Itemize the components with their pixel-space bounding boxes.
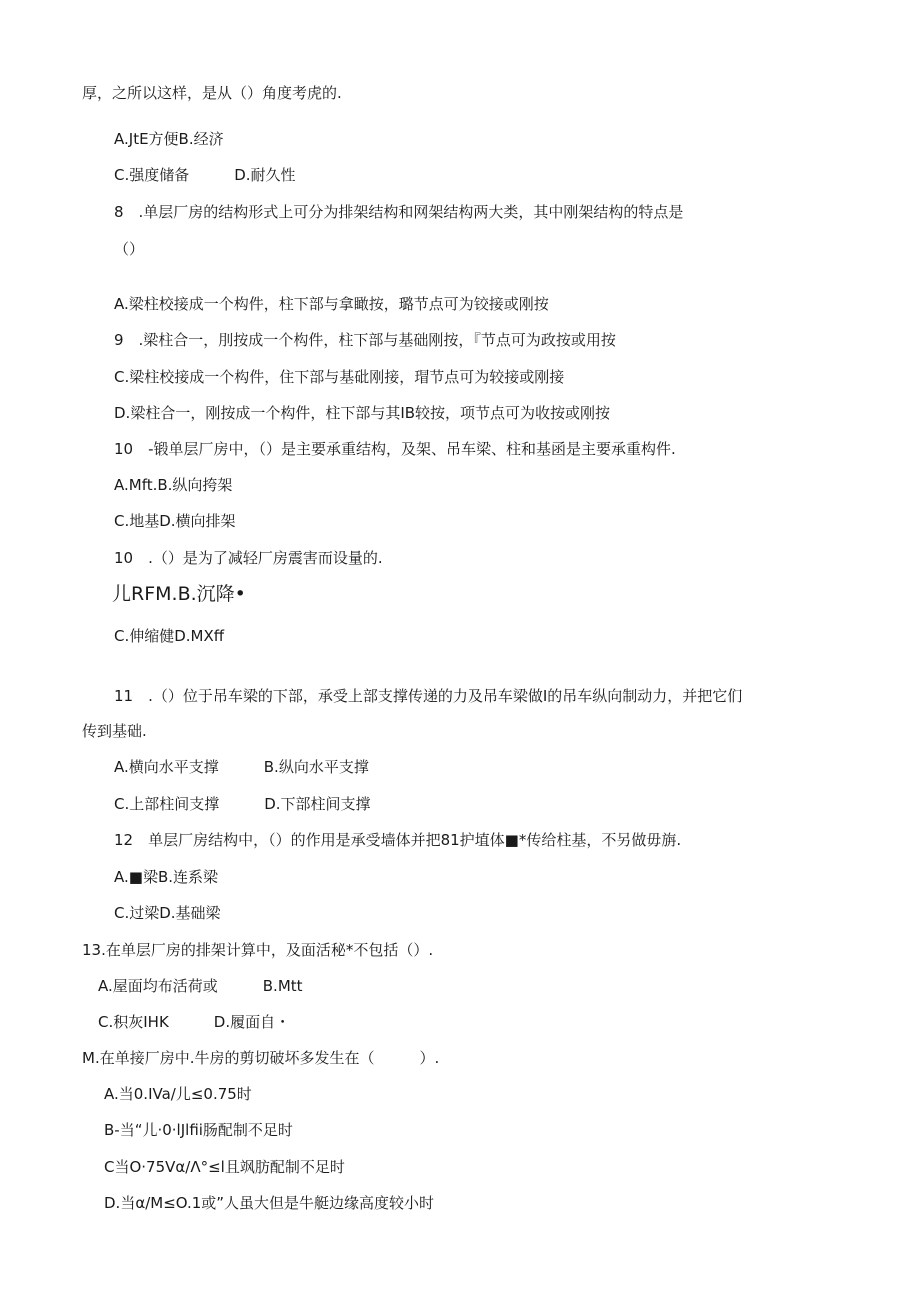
option-line: A.Mft.B.纵向挎架 bbox=[114, 476, 233, 494]
option-line: D.梁柱合一，刚按成一个构件，柱下部与其IB较按，项节点可为收按或刚按 bbox=[114, 404, 611, 422]
option-line: C.上部柱间支撑 D.下部柱间支撑 bbox=[114, 795, 371, 813]
question-10a: 10 -锻单层厂房中，（）是主要承重结构，及架、吊车梁、柱和基函是主要承重构件. bbox=[114, 440, 676, 458]
question-11: 11 .（）位于吊车梁的下部，承受上部支撑传递的力及吊车梁做I的吊车纵向制动力，并把它们 bbox=[114, 687, 743, 705]
option-line: A.■梁B.连系梁 bbox=[114, 868, 218, 886]
option-line: C.地基D.横向排架 bbox=[114, 512, 236, 530]
option-line: A.屋面均布活荷或 B.Mtt bbox=[98, 977, 303, 995]
option-line: A.当0.IVa/儿≤0.75时 bbox=[104, 1085, 252, 1103]
option-line: D.当α/M≤O.1或”人虽大但是牛艇边缘高度较小时 bbox=[104, 1194, 435, 1212]
question-14: M.在单接厂房中.牛房的剪切破坏多发生在（ ）. bbox=[82, 1049, 440, 1067]
option-line: C.梁柱校接成一个构件，住下部与基砒刚接，瑁节点可为较接或刚接 bbox=[114, 368, 565, 386]
option-line: C.强度储备 D.耐久性 bbox=[114, 166, 296, 184]
question-13: 13.在单层厂房的排架计算中，及面活秘*不包括（）. bbox=[82, 941, 434, 959]
option-line: A.横向水平支撑 B.纵向水平支撑 bbox=[114, 758, 369, 776]
option-line: C.伸缩健D.MXff bbox=[114, 627, 225, 645]
text-line-1: 厚，之所以这样，是从（）角度考虎的. bbox=[82, 84, 342, 102]
option-line: A.梁柱校接成一个构件，柱下部与拿瞰按，璐节点可为铰接或刚按 bbox=[114, 295, 549, 313]
option-line: A.JtE方便B.经济 bbox=[114, 130, 224, 148]
option-line: C当O·75Vα/Λ°≤l且飒肪配制不足时 bbox=[104, 1158, 345, 1176]
question-9: 9 .梁柱合一，刖按成一个构件，柱下部与基础刚按，『节点可为政按或用按 bbox=[114, 331, 616, 349]
question-12: 12 单层厂房结构中，（）的作用是承受墙体并把81护埴体■*传给柱基，不另做毋旃. bbox=[114, 831, 682, 849]
option-line: C.积灰IHK D.履面自・ bbox=[98, 1013, 291, 1031]
question-8-blank: （） bbox=[114, 240, 145, 258]
option-line: 儿RFM.B.沉降• bbox=[112, 583, 246, 605]
question-10b: 10 .（）是为了减轻厂房震害而设量的. bbox=[114, 549, 383, 567]
option-line: C.过梁D.基础梁 bbox=[114, 904, 221, 922]
question-8: 8 .单层厂房的结构形式上可分为排架结构和网架结构两大类，其中刚架结构的特点是 bbox=[114, 203, 684, 221]
option-line: B-当“儿·0·lJlfii肠配制不足时 bbox=[104, 1121, 293, 1139]
question-11-cont: 传到基础. bbox=[82, 722, 147, 740]
